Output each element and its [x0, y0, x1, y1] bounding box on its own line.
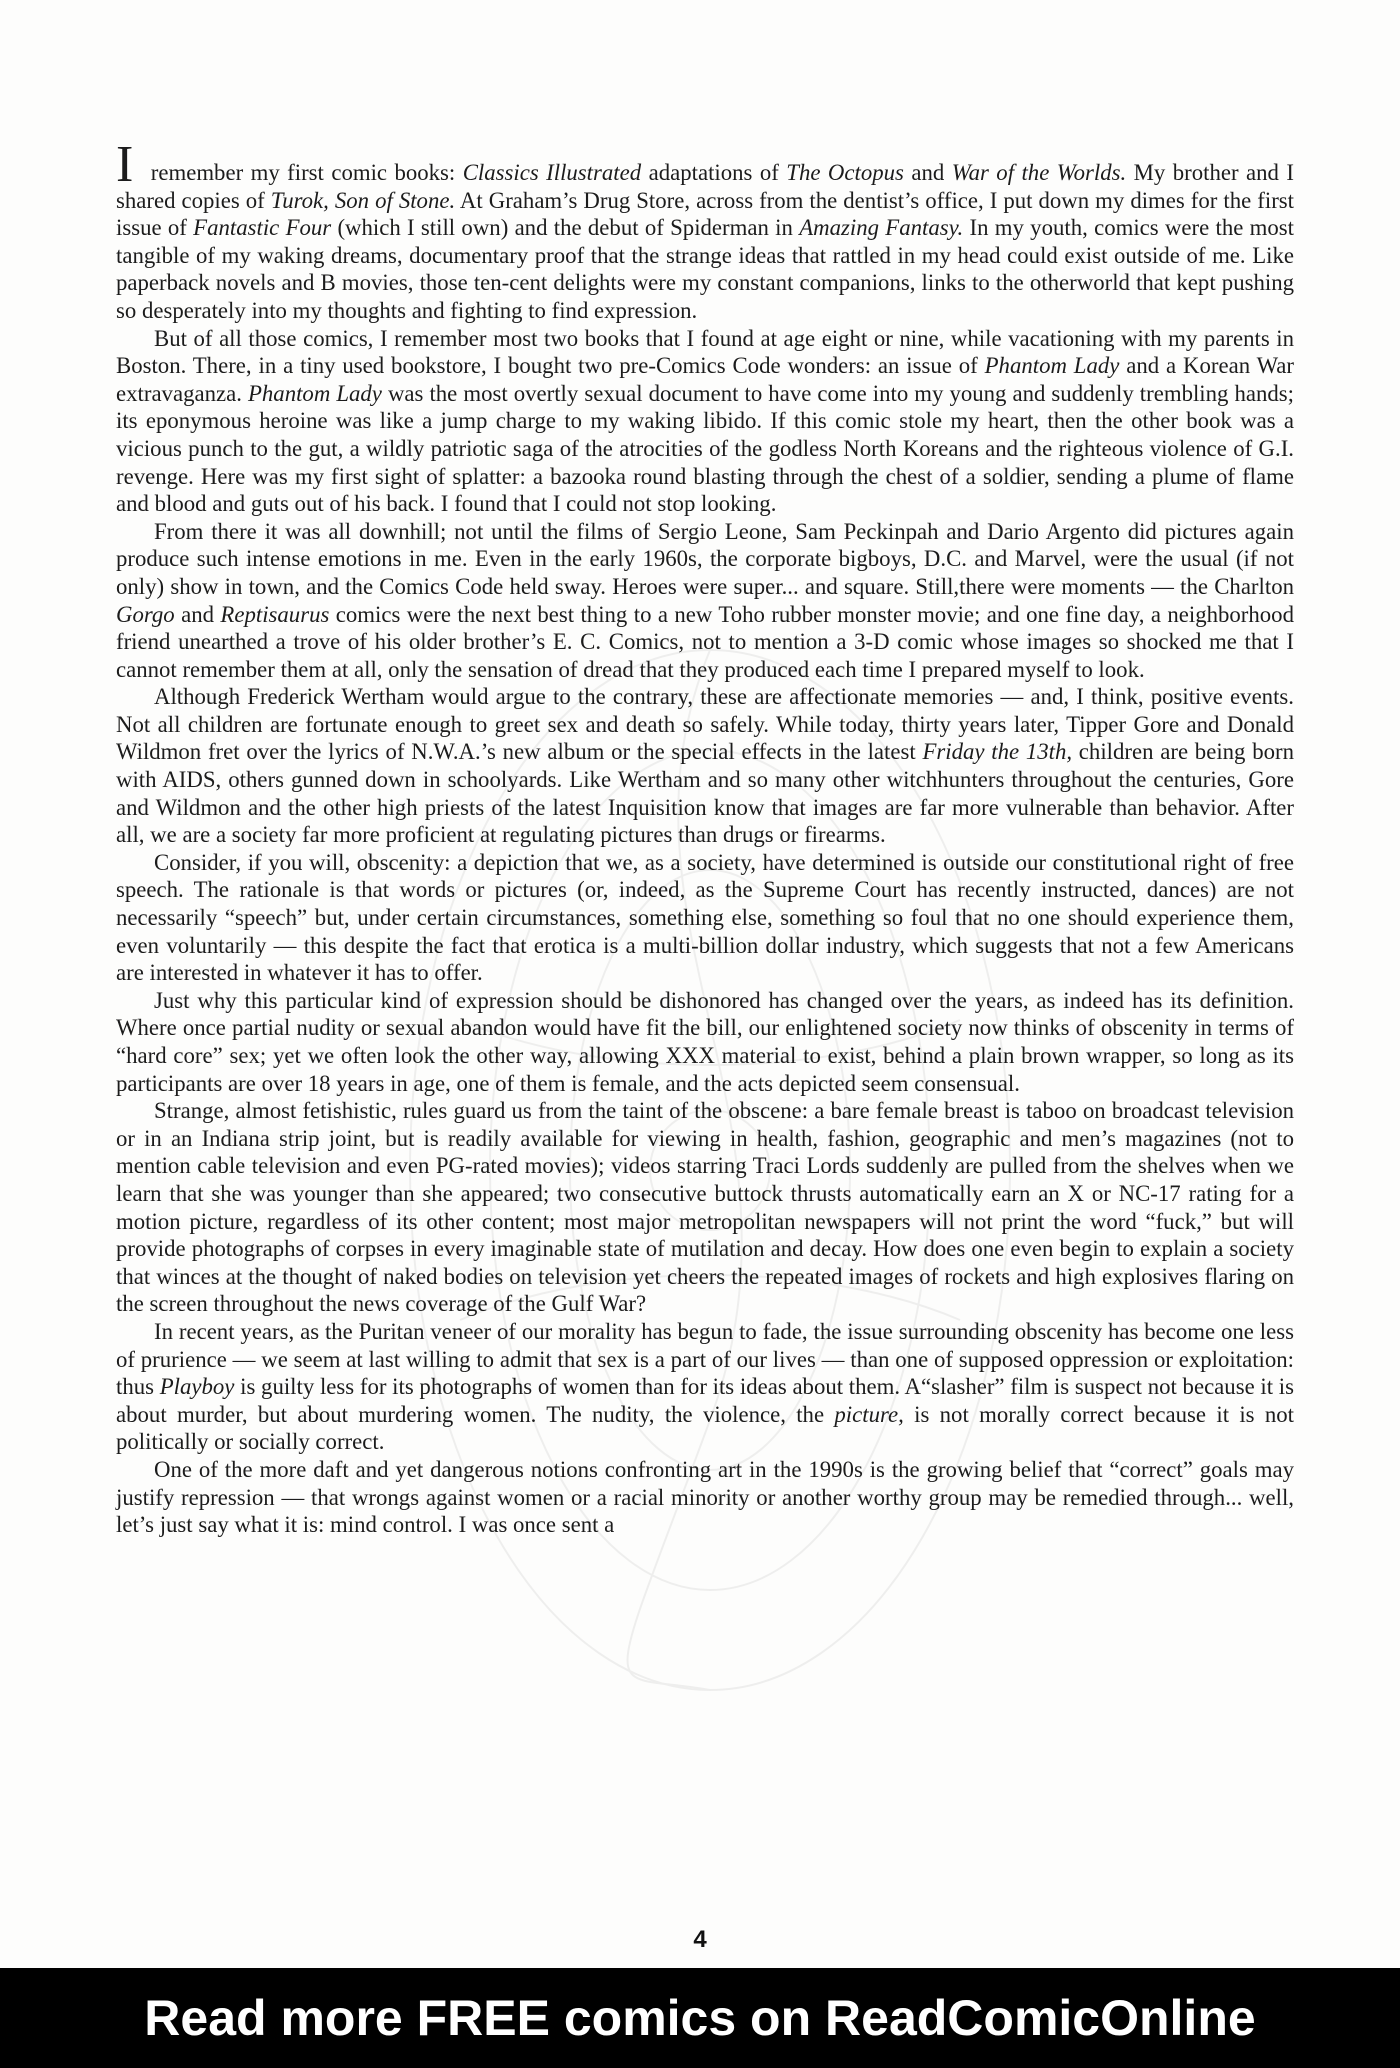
- italic-title-text: picture,: [834, 1401, 904, 1427]
- body-text: In recent years, as the Puritan veneer of our morality has begun to fade, the issue surrounding obscenity has become one less of prurience — we seem at last willing to admit that sex is a part of our lives — than one of supposed oppression or exploitation: thus: [116, 1318, 1294, 1400]
- body-text: In my youth, comics were the most tangible of my waking dreams, documentary proof that the strange ideas that rattled in my head could exist outside of me. Like paperback novels and B movies, those ten-cent delights were my constant companions, links to the otherworld that kept pushing so desperately into my thoughts and fighting to find expression.: [116, 215, 1295, 323]
- body-text: comics were the next best thing to a new Toho rubber monster movie; and one fine day, a neighborhood friend unearthed a trove of his older brother’s E. C. Comics, not to mention a 3-D comic whose images so shocked me that I cannot remember them at all, only the sensation of dread that they produced each time I prepared myself to look.: [116, 601, 1294, 682]
- body-text: adaptations of: [641, 160, 787, 185]
- body-text: Strange, almost fetishistic, rules guard us from the taint of the obscene: a bare female breast is taboo on broadcast television or in an Indiana strip joint, but is readily available for viewing in health, fashion, geographic and men’s magazines (not to mention cable television and even PG-rated movies); videos starring Traci Lords suddenly are pulled from the shelves when we learn that she was younger than she appeared; two consecutive buttock thrusts automatically earn an X or NC-17 rating for a motion picture, regardless of its other content; most major metropolitan newspapers will not print the word “fuck,” but will provide photographs of corpses in every imaginable state of mutilation and decay. How does one even begin to explain a society that winces at the thought of naked bodies on television yet cheers the repeated images of rockets and high explosives flaring on the screen throughout the news coverage of the Gulf War?: [116, 1098, 1294, 1317]
- body-text: Although Frederick Wertham would argue to the contrary, these are affectionate memories — and, I think, positive events. Not all children are fortunate enough to greet sex and death so safely. While today, thirty years later, Tipper Gore and Donald Wildmon fret over the lyrics of N.W.A.’s new album or the special effects in the latest: [116, 684, 1294, 765]
- italic-title-text: Classics Illustrated: [462, 160, 642, 185]
- body-text: But of all those comics, I remember most two books that I found at age eight or nine, while vacationing with my parents in Boston. There, in a tiny used bookstore, I bought two pre-Comics Code wonders: an issue of: [116, 325, 1294, 379]
- italic-title-text: Phantom Lady: [984, 353, 1120, 379]
- readcomiconline-banner-link[interactable]: Read more FREE comics on ReadComicOnline: [0, 1968, 1400, 2068]
- italic-title-text: Phantom Lady: [247, 380, 382, 406]
- body-text: One of the more daft and yet dangerous notions confronting art in the 1990s is the growing belief that “correct” goals may justify repression — that wrongs against women or a racial minority or another worthy group may be remedied through... well, let’s just say what it is: mind control. I was once sent a: [116, 1456, 1294, 1538]
- body-text: and a Korean War extravaganza.: [116, 353, 1294, 406]
- italic-title-text: War of the Worlds.: [951, 160, 1127, 185]
- body-text: Consider, if you will, obscenity: a depiction that we, as a society, have determined is outside our constitutional right of free speech. The rationale is that words or pictures (or, indeed, as the Supreme Court has recently instructed, dances) are not necessarily “speech” but, under certain circumstances, something else, something so foul that no one should experience them, even voluntarily — this despite the fact that erotica is a multi-billion dollar industry, which suggests that not a few Americans are interested in whatever it has to offer.: [116, 849, 1294, 986]
- essay-paragraph: [116, 325, 1294, 518]
- body-text: was the most overtly sexual document to have come into my young and suddenly trembling hands; its eponymous heroine was like a jump charge to my waking libido. If this comic stole my heart, then the other book was a vicious punch to the gut, a wildly patriotic saga of the atrocities of the godless North Koreans and the righteous violence of G.I. revenge. Here was my first sight of splatter: a bazooka round blasting through the chest of a soldier, sending a plume of flame and blood and guts out of his back. I found that I could not stop looking.: [116, 380, 1294, 517]
- italic-title-text: Gorgo: [116, 601, 175, 627]
- drop-cap: I: [116, 136, 134, 193]
- essay-paragraph: [116, 683, 1294, 849]
- body-text: From there it was all downhill; not until the films of Sergio Leone, Sam Peckinpah and Dario Argento did pictures again produce such intense emotions in me. Even in the early 1960s, the corporate bigboys, D.C. and Marvel, were the usual (if not only) show in town, and the Comics Code held sway. Heroes were super... and square. Still,there were moments — the Charlton: [116, 518, 1294, 599]
- body-text: remember my first comic books:: [143, 160, 463, 185]
- essay-paragraph: [116, 518, 1294, 684]
- italic-title-text: Turok, Son of Stone.: [270, 187, 456, 213]
- body-text: children are being born with AIDS, others gunned down in schoolyards. Like Wertham and so many other witchhunters throughout the centuries, Gore and Wildmon and the other high priests of the latest Inquisition know that images are far more vulnerable than behavior. After all, we are a society far more proficient at regulating pictures than drugs or firearms.: [116, 739, 1294, 848]
- body-text: At Graham’s Drug Store, across from the dentist’s office, I put down my dimes for the first issue of: [116, 187, 1294, 241]
- body-text: and: [903, 160, 952, 185]
- essay-paragraph: [116, 136, 1295, 325]
- essay-paragraph: [116, 849, 1294, 987]
- page-number: 4: [693, 1926, 707, 1953]
- body-text: is guilty less for its photographs of women than for its ideas about them. A“slasher” film is suspect not because it is about murder, but about murdering women. The nudity, the violence, the: [116, 1374, 1294, 1427]
- italic-title-text: Friday the 13th,: [922, 739, 1073, 765]
- essay-paragraph: [116, 987, 1294, 1097]
- body-text: and: [174, 601, 221, 627]
- italic-title-text: Reptisaurus: [220, 601, 330, 627]
- body-text: Just why this particular kind of expression should be dishonored has changed over the years, as indeed has its definition. Where once partial nudity or sexual abandon would have fit the bill, our enlightened society now thinks of obscenity in terms of “hard core” sex; yet we often look the other way, allowing XXX material to exist, behind a plain brown wrapper, so long as its participants are over 18 years in age, one of them is female, and the acts depicted seem consensual.: [116, 987, 1294, 1096]
- italic-title-text: Amazing Fantasy.: [799, 215, 964, 241]
- body-text: My brother and I shared copies of: [116, 160, 1294, 213]
- essay-body: [116, 136, 1295, 1539]
- essay-paragraph: [116, 1456, 1294, 1539]
- italic-title-text: Fantastic Four: [193, 215, 332, 241]
- essay-paragraph: [116, 1318, 1294, 1456]
- body-text: (which I still own) and the debut of Spiderman in: [331, 215, 800, 241]
- italic-title-text: Playboy: [159, 1374, 235, 1400]
- body-text: is not morally correct because it is not politically or socially correct.: [116, 1401, 1294, 1455]
- essay-paragraph: [116, 1097, 1294, 1318]
- italic-title-text: The Octopus: [786, 160, 904, 185]
